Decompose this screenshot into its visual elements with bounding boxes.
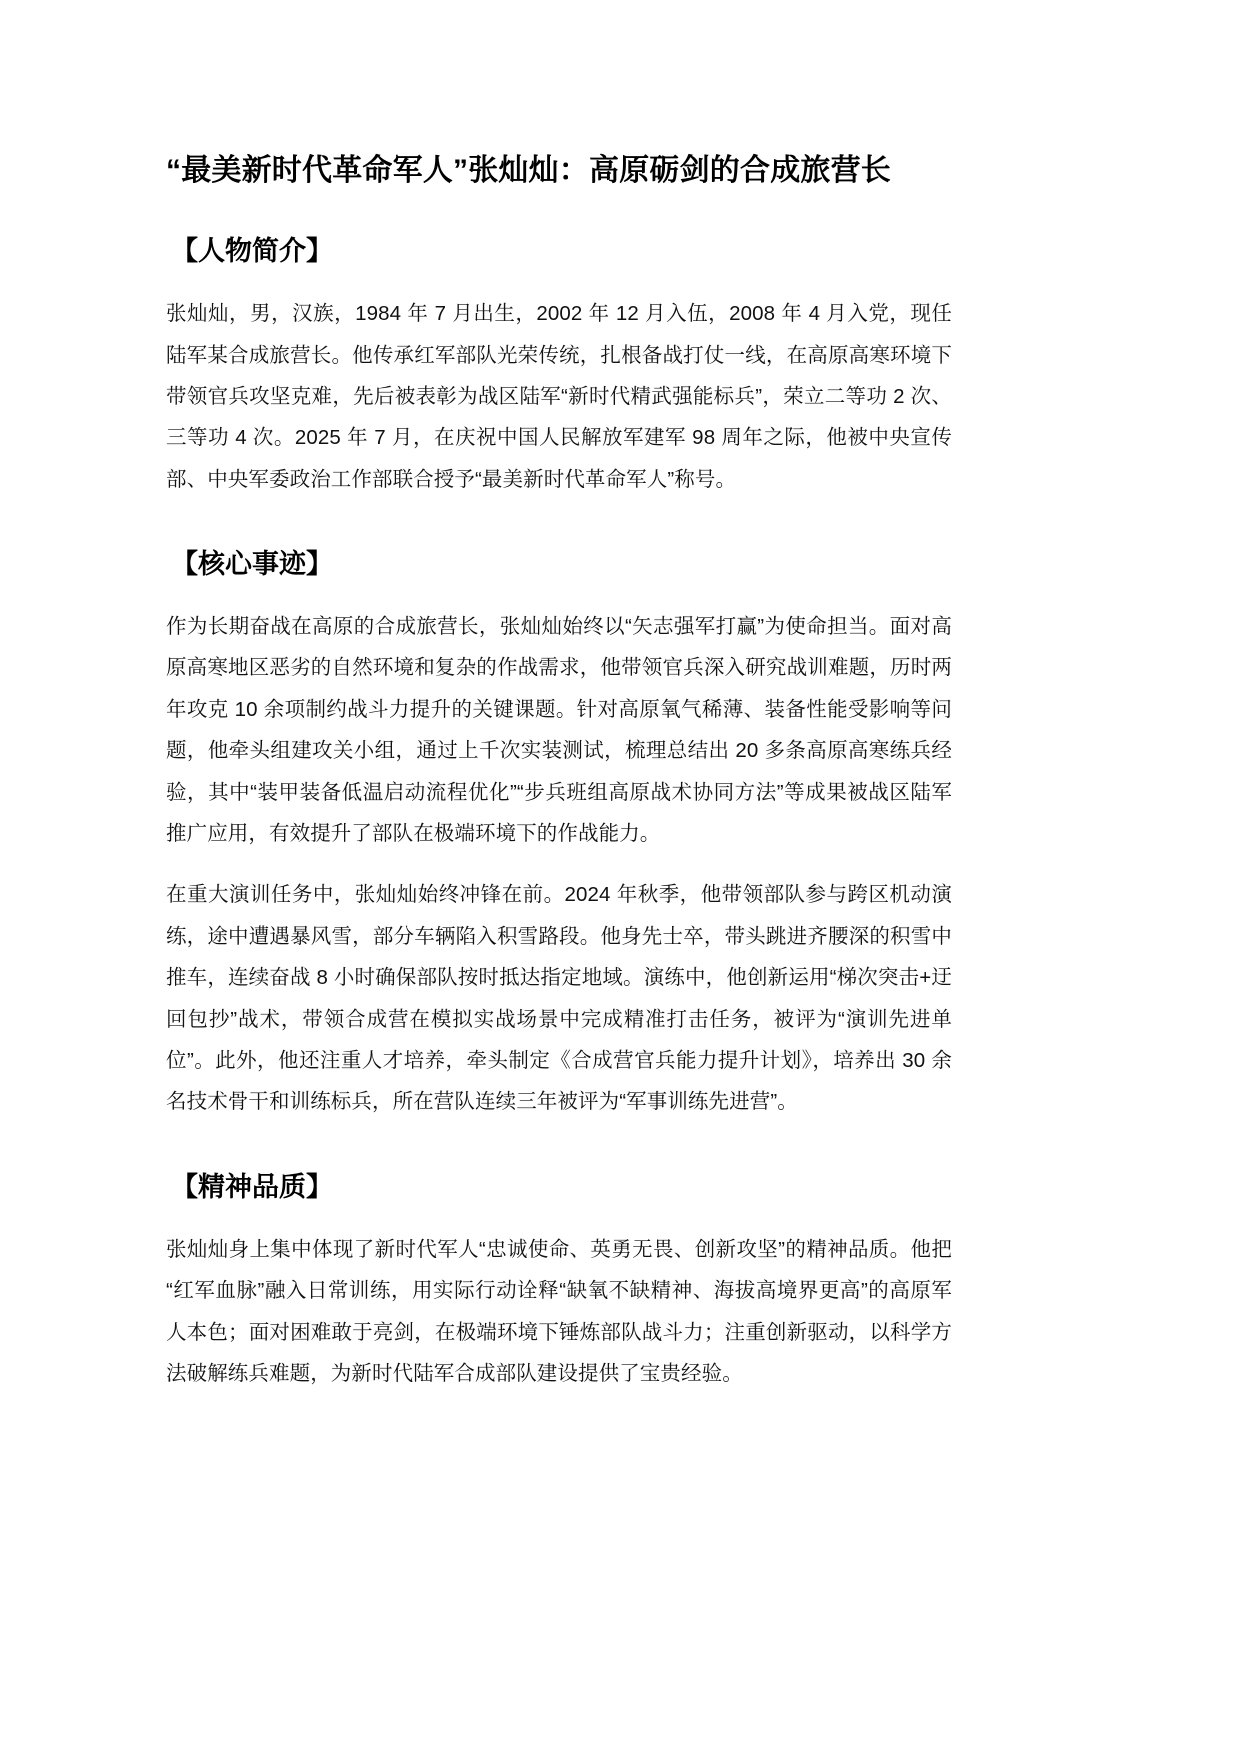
paragraph-core-deeds-2: 在重大演训任务中，张灿灿始终冲锋在前。2024 年秋季，他带领部队参与跨区机动演练，途中遭遇暴风雪，部分车辆陷入积雪路段。他身先士卒，带头跳进齐腰深的积雪中推车，连续奋战 8 小时确保部队按时抵达指定地域。演练中，他创新运用“梯次突击+迂回包抄”战术，带领合成营在模拟实战场景中完成精准打击任务，被评为“演训先进单位”。此外，他还注重人才培养，牵头制定《合成营官兵能力提升计划》，培养出 30 余名技术骨干和训练标兵，所在营队连续三年被评为“军事训练先进营”。 bbox=[166, 883, 952, 1114]
section-heading-spirit-quality: 【精神品质】 bbox=[171, 1171, 333, 1202]
section-heading-profile: 【人物简介】 bbox=[171, 236, 333, 267]
section-heading-core-deeds: 【核心事迹】 bbox=[171, 549, 333, 580]
paragraph-spirit-quality-1: 张灿灿身上集中体现了新时代军人“忠诚使命、英勇无畏、创新攻坚”的精神品质。他把“红军血脉”融入日常训练，用实际行动诠释“缺氧不缺精神、海拔高境界更高”的高原军人本色；面对困难敢于亮剑，在极端环境下锤炼部队战斗力；注重创新驱动，以科学方法破解练兵难题，为新时代陆军合成部队建设提供了宝贵经验。 bbox=[166, 1237, 952, 1385]
paragraph-core-deeds-1: 作为长期奋战在高原的合成旅营长，张灿灿始终以“矢志强军打赢”为使命担当。面对高原高寒地区恶劣的自然环境和复杂的作战需求，他带领官兵深入研究战训难题，历时两年攻克 10 余项制约战斗力提升的关键课题。针对高原氧气稀薄、装备性能受影响等问题，他牵头组建攻关小组，通过上千次实装测试，梳理总结出 20 多条高原高寒练兵经验，其中“装甲装备低温启动流程优化”“步兵班组高原战术协同方法”等成果被战区陆军推广应用，有效提升了部队在极端环境下的作战能力。 bbox=[166, 615, 952, 846]
page-title: “最美新时代革命军人”张灿灿：高原砺剑的合成旅营长 bbox=[166, 154, 891, 187]
section-profile bbox=[166, 233, 952, 500]
section-spirit-quality bbox=[166, 1169, 952, 1394]
paragraph-profile-1: 张灿灿，男，汉族，1984 年 7 月出生，2002 年 12 月入伍，2008 年 4 月入党，现任陆军某合成旅营长。他传承红军部队光荣传统，扎根备战打仗一线，在高原高寒环境下带领官兵攻坚克难，先后被表彰为战区陆军“新时代精武强能标兵”，荣立二等功 2 次、三等功 4 次。2025 年 7 月，在庆祝中国人民解放军建军 98 周年之际，他被中央宣传部、中央军委政治工作部联合授予“最美新时代革命军人”称号。 bbox=[166, 302, 952, 491]
document-body bbox=[166, 150, 952, 1394]
section-core-deeds bbox=[166, 546, 952, 1123]
